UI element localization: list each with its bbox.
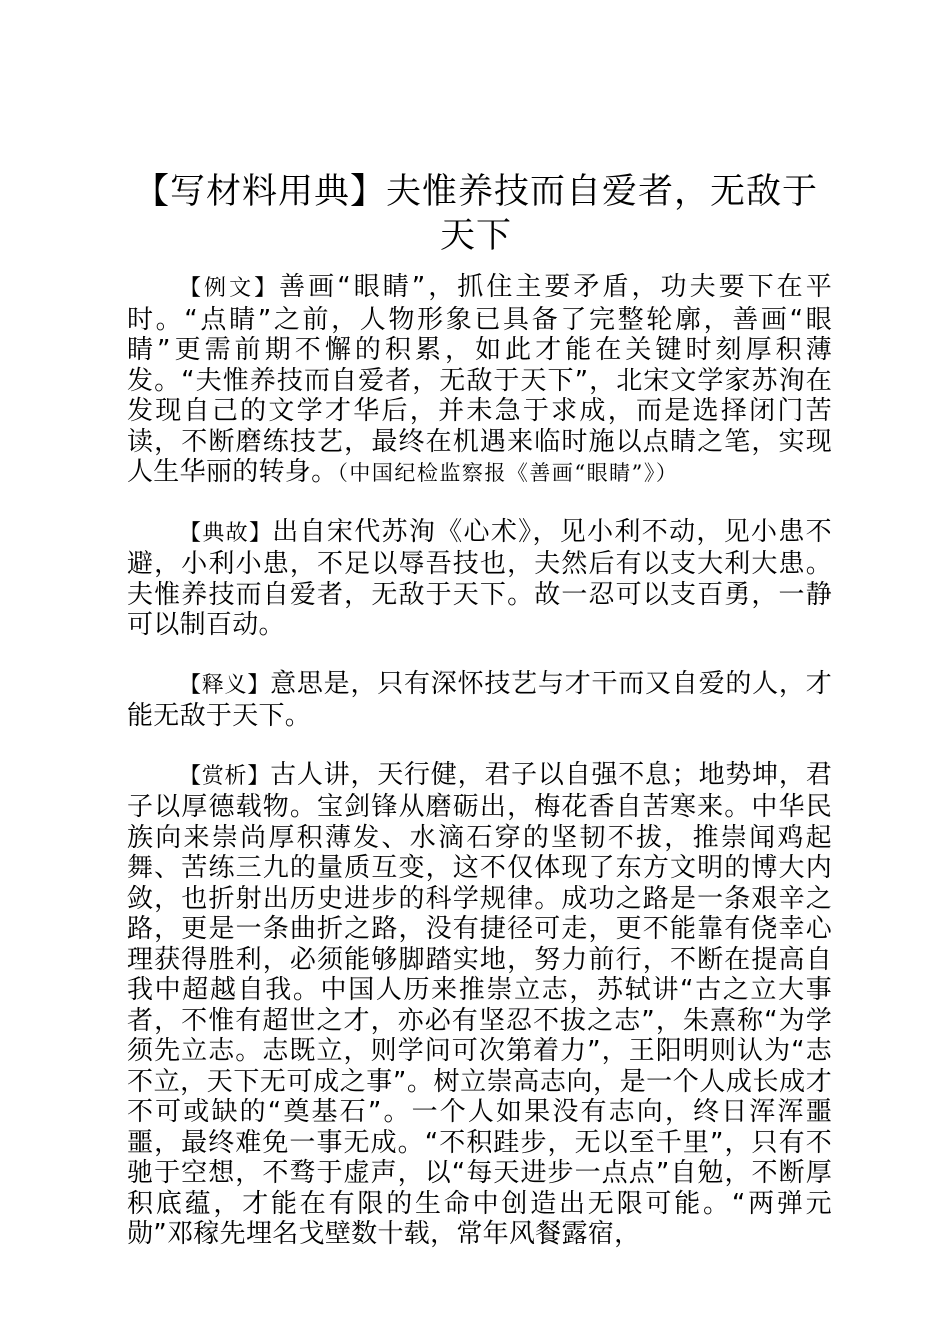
example-tag: 【例文】	[179, 276, 280, 301]
document-body	[127, 272, 832, 1278]
appreciation-tag: 【赏析】	[179, 763, 271, 789]
allusion-tag: 【典故】	[179, 520, 273, 546]
allusion-paragraph	[127, 517, 832, 641]
example-source: （中国纪检监察报《善画“眼睛”》）	[337, 461, 679, 485]
page-title: 【写材料用典】夫惟养技而自爱者，无敌于天下	[133, 172, 818, 256]
appreciation-text: 古人讲，天行健，君子以自强不息；地势坤，君子以厚德载物。宝剑锋从磨砺出，梅花香自苦寒来。中华民族向来崇尚厚积薄发、水滴石穿的坚韧不拔，推崇闻鸡起舞、苦练三九的量质互变，这不仅体现了东方文明的博大内敛，也折射出历史进步的科学规律。成功之路是一条艰辛之路，更是一条曲折之路，没有捷径可走，更不能靠有侥幸心理获得胜利，必须能够脚踏实地，努力前行，不断在提高自我中超越自我。中国人历来推崇立志，苏轼讲“古之立大事者，不惟有超世之才，亦必有坚忍不拔之志”，朱熹称“为学须先立志。志既立，则学问可次第着力”，王阳明则认为“志不立，天下无可成之事”。树立崇高志向，是一个人成长成才不可或缺的“奠基石”。一个人如果没有志向，终日浑浑噩噩，最终难免一事无成。“不积跬步，无以至千里”，只有不驰于空想，不骛于虚声，以“每天进步一点点”自勉，不断厚积底蕴，才能在有限的生命中创造出无限可能。“两弹元勋”邓稼先埋名戈壁数十载，常年风餐露宿，	[127, 759, 832, 1249]
example-paragraph	[127, 272, 832, 489]
example-text: 善画“眼睛”，抓住主要矛盾，功夫要下在平时。“点睛”之前，人物形象已具备了完整轮廓，善画“眼睛”更需前期不懈的积累，如此才能在关键时刻厚积薄发。“夫惟养技而自爱者，无敌于天下”，北宋文学家苏洵在发现自己的文学才华后，并未急于求成，而是选择闭门苦读，不断磨练技艺，最终在机遇来临时施以点睛之笔，实现人生华丽的转身。	[127, 272, 832, 487]
meaning-paragraph	[127, 669, 832, 732]
meaning-tag: 【释义】	[179, 672, 271, 698]
meaning-text: 意思是，只有深怀技艺与才干而又自爱的人，才能无敌于天下。	[127, 668, 832, 731]
allusion-text: 出自宋代苏洵《心术》，见小利不动，见小患不避，小利小患，不足以辱吾技也，夫然后有以支大利大患。夫惟养技而自爱者，无敌于天下。故一忍可以支百勇，一静可以制百动。	[127, 516, 832, 640]
appreciation-paragraph	[127, 760, 832, 1250]
